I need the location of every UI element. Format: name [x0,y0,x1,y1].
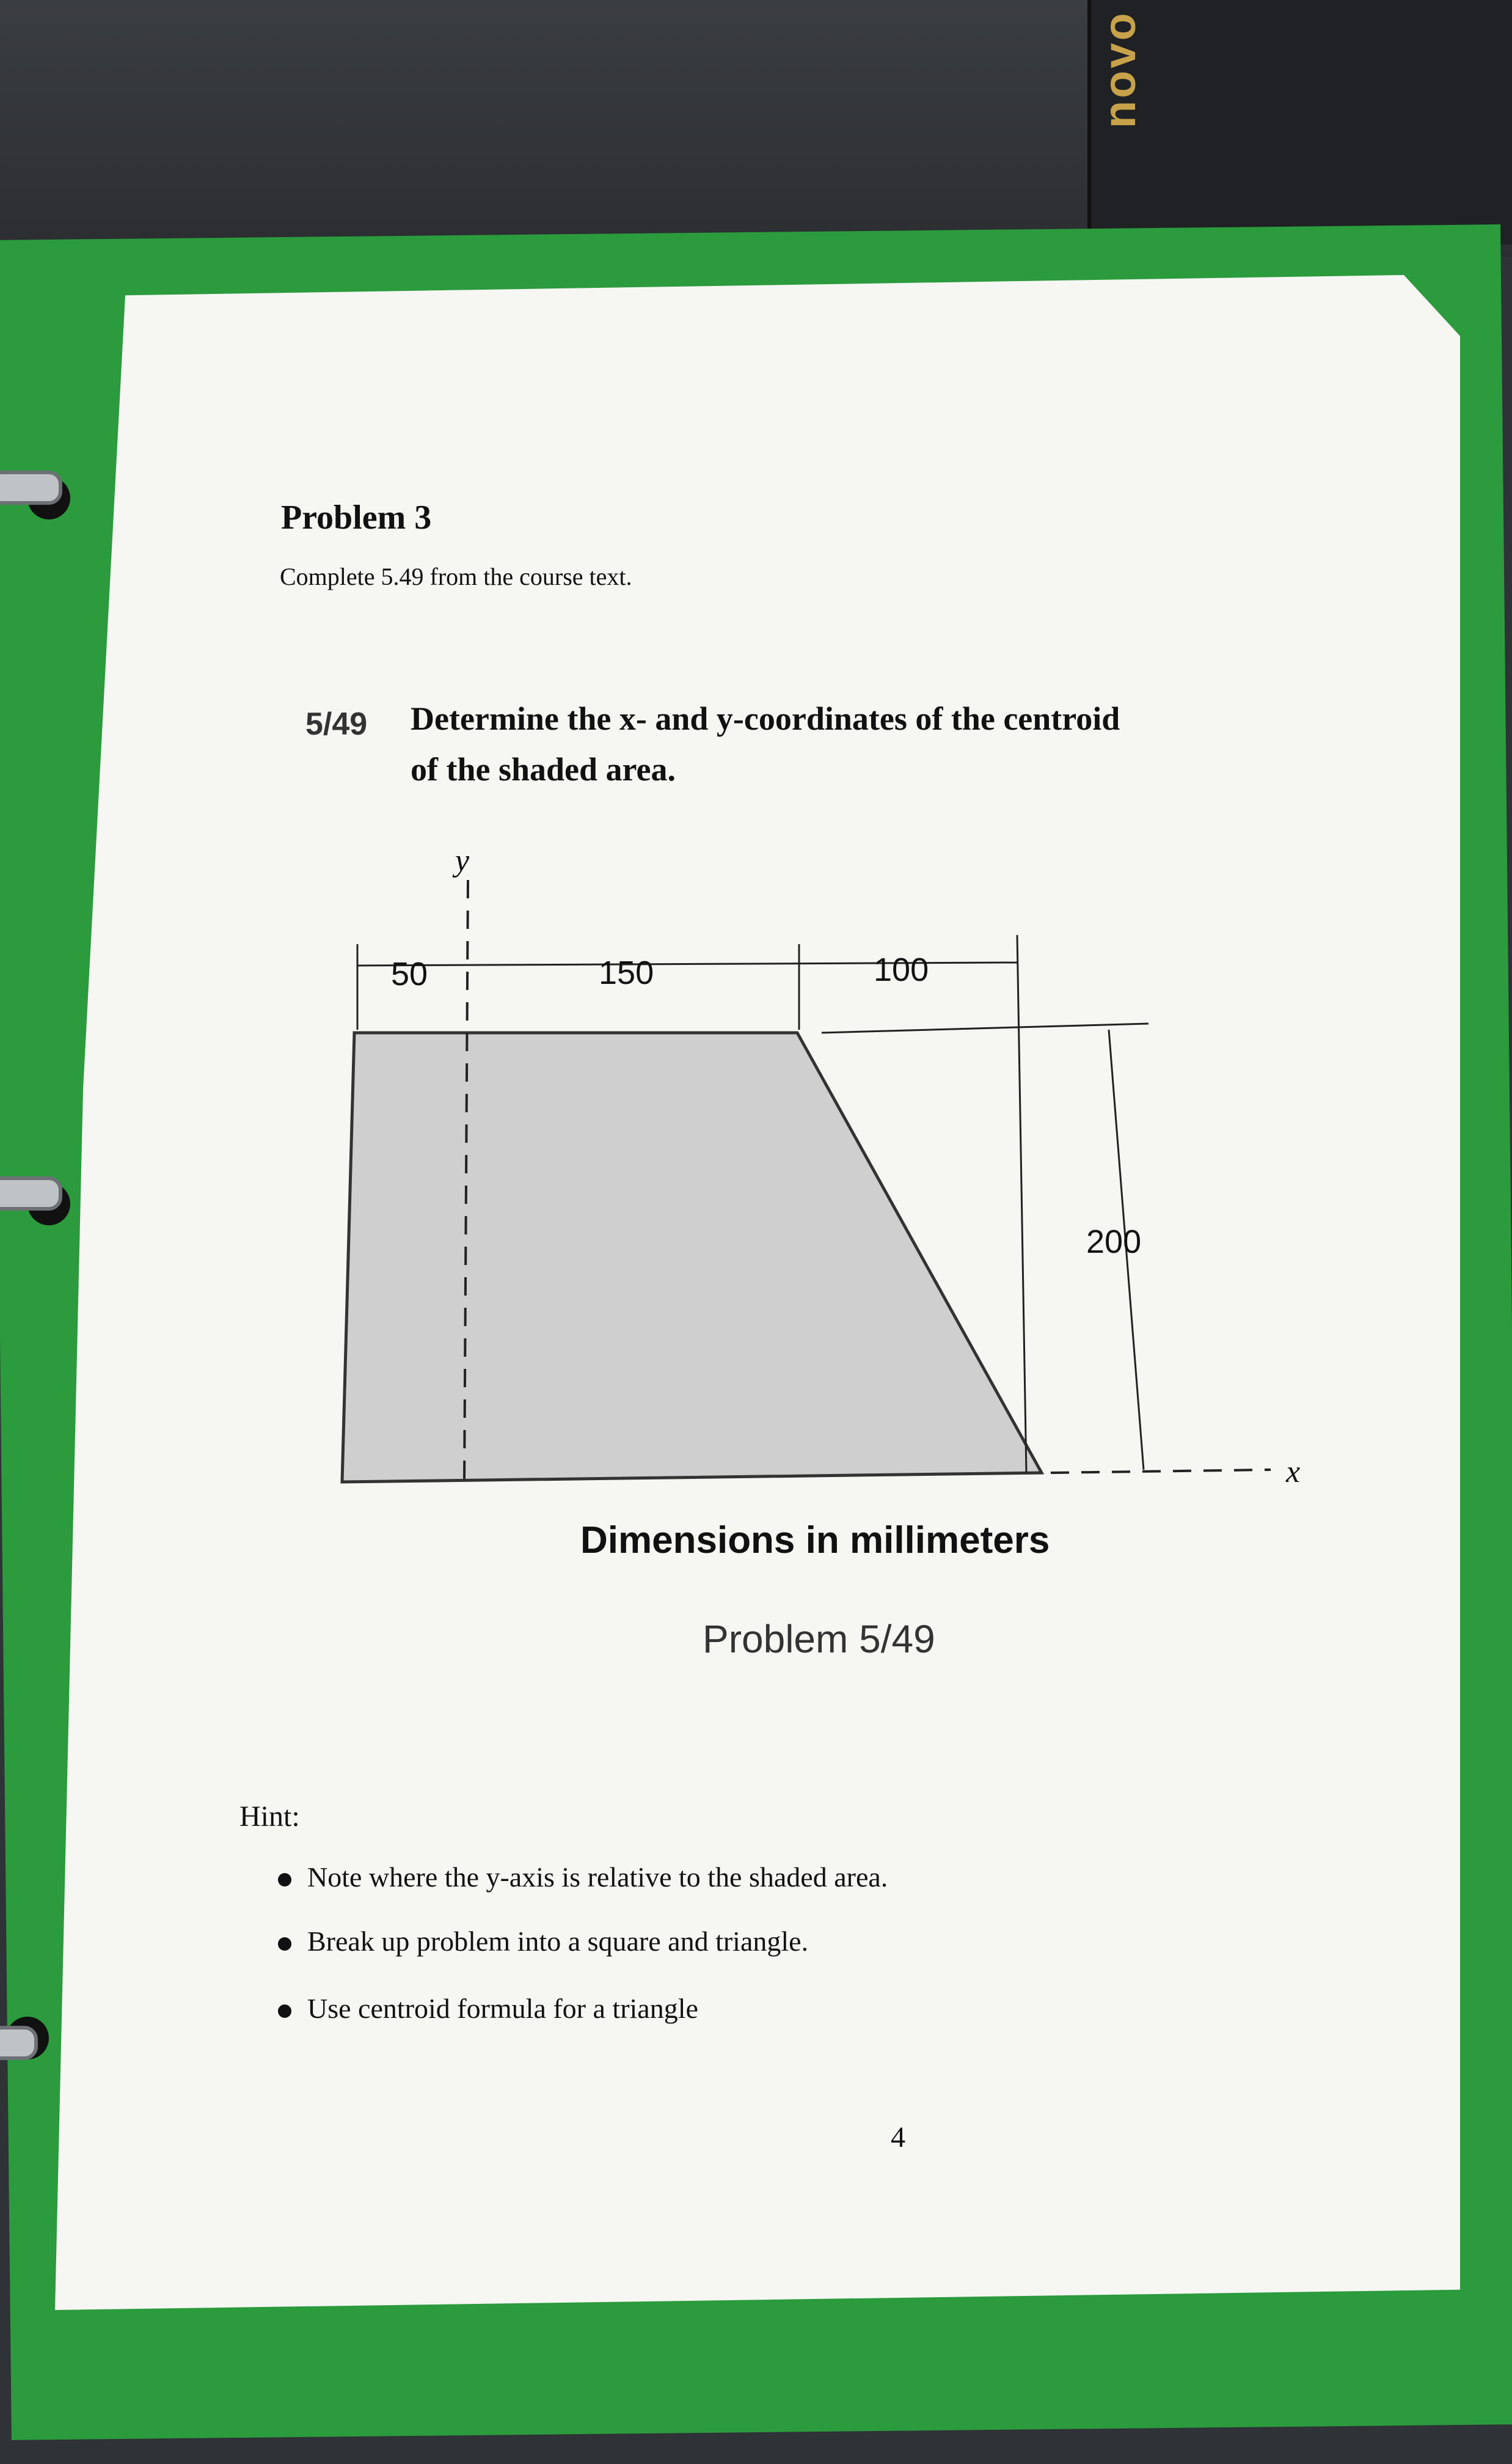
problem-title: Problem 3 [281,499,432,537]
hint-text: Use centroid formula for a triangle [307,1993,698,2024]
question-text-line1: Determine the x- and y-coordinates of the centroid [411,700,1120,737]
problem-instruction: Complete 5.49 from the course text. [280,563,632,590]
bullet-icon [278,2004,291,2018]
dimension-label-50: 50 [391,956,428,992]
x-axis-label: x [1286,1454,1301,1489]
hint-item [278,1992,698,2025]
y-axis-label: y [455,843,470,878]
figure-caption: Dimensions in millimeters [580,1519,1050,1561]
dimension-label-200: 200 [1086,1223,1142,1260]
page-number: 4 [891,2121,905,2154]
problem-caption: Problem 5/49 [703,1617,935,1661]
shaded-area [342,1033,1042,1482]
hint-text: Note where the y-axis is relative to the shaded area. [307,1861,888,1893]
bullet-icon [278,1873,291,1887]
hint-item [278,1861,888,1893]
extension-line [1017,935,1026,1473]
extension-line [822,1024,1149,1033]
x-axis-line [1051,1470,1271,1473]
question-number: 5/49 [305,706,368,742]
bullet-icon [278,1937,291,1951]
hint-item [278,1925,808,1957]
dimension-label-100: 100 [874,952,929,988]
dimension-label-150: 150 [599,955,654,991]
hint-label: Hint: [239,1800,300,1833]
hint-text: Break up problem into a square and triangle. [307,1926,809,1957]
laptop-brand-text: novo [1094,10,1145,128]
question-text-line2: of the shaded area. [411,751,676,788]
